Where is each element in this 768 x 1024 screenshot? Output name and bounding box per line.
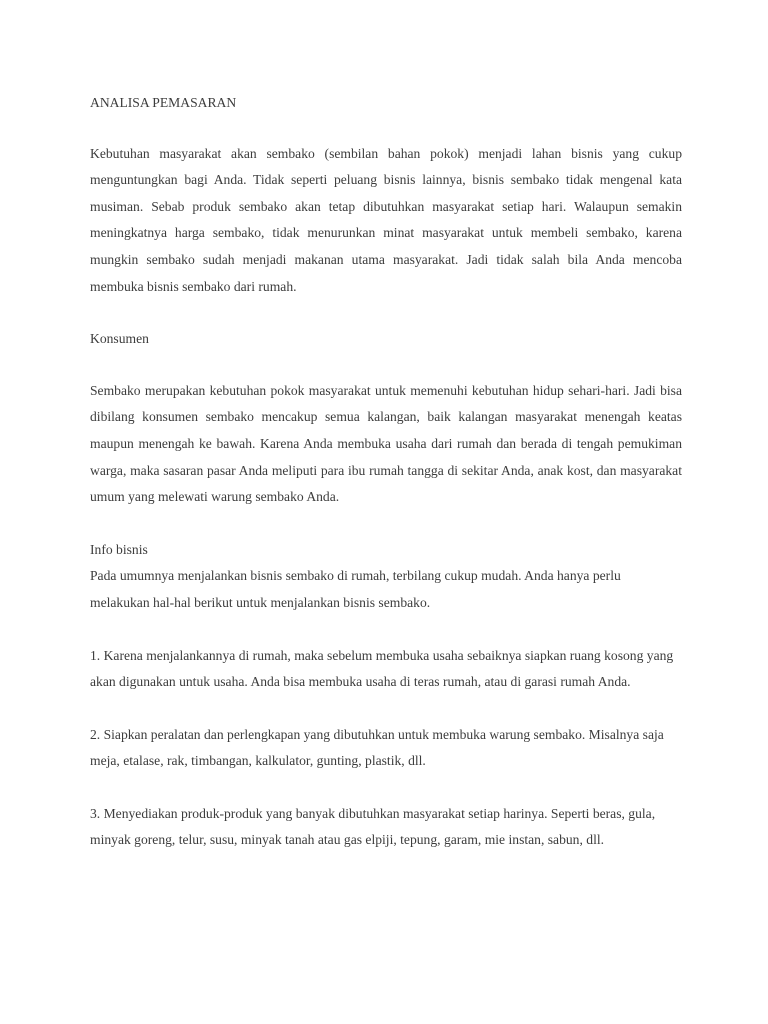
info-bisnis-heading: Info bisnis — [90, 541, 148, 557]
list-item-3: 3. Menyediakan produk-produk yang banyak dibutuhkan masyarakat setiap harinya. Seperti beras, gula, minyak goreng, telur, susu, minyak tanah atau gas elpiji, tepung, garam, mie instan, sabun, dll. — [90, 805, 656, 848]
intro-paragraph: Kebutuhan masyarakat akan sembako (sembilan bahan pokok) menjadi lahan bisnis yang cukup menguntungkan bagi Anda. Tidak seperti peluang bisnis lainnya, bisnis sembako tidak mengenal kata musiman. Sebab produk sembako akan tetap dibutuhkan masyarakat setiap hari. Walaupun semakin meningkatnya harga sembako, tidak menurunkan minat masyarakat untuk membeli sembako, karena mungkin sembako sudah menjadi makanan utama masyarakat. Jadi tidak salah bila Anda mencoba membuka bisnis sembako dari rumah. — [90, 145, 682, 294]
konsumen-paragraph: Sembako merupakan kebutuhan pokok masyarakat untuk memenuhi kebutuhan hidup sehari-hari. Jadi bisa dibilang konsumen sembako mencakup semua kalangan, baik kalangan masyarakat menengah keatas maupun menengah ke bawah. Karena Anda membuka usaha dari rumah dan berada di tengah pemukiman warga, maka sasaran pasar Anda meliputi para ibu rumah tangga di sekitar Anda, anak kost, dan masyarakat umum yang melewati warung sembako Anda. — [90, 382, 682, 505]
list-item-1: 1. Karena menjalankannya di rumah, maka sebelum membuka usaha sebaiknya siapkan ruang kosong yang akan digunakan untuk usaha. Anda bisa membuka usaha di teras rumah, atau di garasi rumah Anda. — [90, 647, 674, 690]
list-item-2: 2. Siapkan peralatan dan perlengkapan yang dibutuhkan untuk membuka warung sembako. Misalnya saja meja, etalase, rak, timbangan, kalkulator, gunting, plastik, dll. — [90, 726, 664, 769]
document-title: ANALISA PEMASARAN — [90, 95, 237, 110]
konsumen-heading: Konsumen — [90, 331, 149, 347]
info-bisnis-paragraph: Pada umumnya menjalankan bisnis sembako di rumah, terbilang cukup mudah. Anda hanya perlu melakukan hal-hal berikut untuk menjalankan bisnis sembako. — [90, 568, 621, 610]
document-page — [90, 90, 682, 880]
